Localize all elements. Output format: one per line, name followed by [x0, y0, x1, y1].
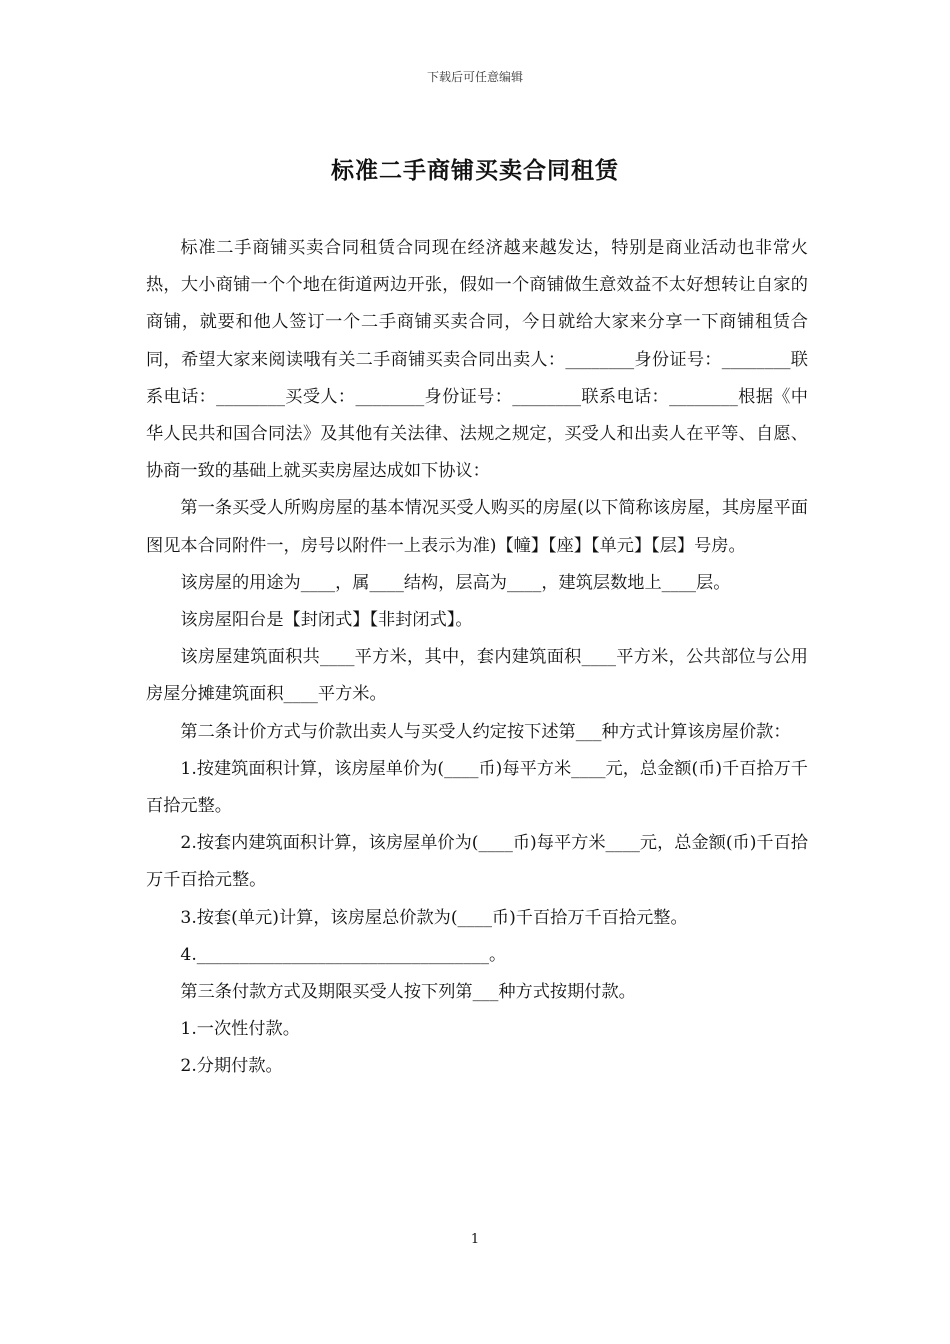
header-note: 下载后可任意编辑	[426, 70, 523, 84]
document-body	[146, 230, 808, 1086]
page-number: 1	[470, 1232, 480, 1247]
paragraph-article-1: 第一条买受人所购房屋的基本情况买受人购买的房屋(以下简称该房屋，其房屋平面图见本合同附件一，房号以附件一上表示为准)【幢】【座】【单元】【层】号房。	[146, 498, 808, 556]
paragraph-price-option-3: 3.按套(单元)计算，该房屋总价款为(____币)千百拾万千百拾元整。	[180, 907, 688, 928]
paragraph-usage: 该房屋的用途为____，属____结构，层高为____，建筑层数地上____层。	[180, 572, 731, 593]
paragraph-balcony: 该房屋阳台是【封闭式】【非封闭式】。	[180, 610, 473, 631]
paragraph-price-option-2: 2.按套内建筑面积计算，该房屋单价为(____币)每平方米____元，总金额(币)千百拾万千百拾元整。	[146, 833, 808, 891]
paragraph-price-option-1: 1.按建筑面积计算，该房屋单价为(____币)每平方米____元，总金额(币)千百拾万千百拾元整。	[146, 758, 808, 817]
paragraph-price-option-4: 4.__________________________________。	[180, 944, 507, 965]
document-title: 标准二手商铺买卖合同租赁	[331, 157, 619, 184]
paragraph-article-3: 第三条付款方式及期限买受人按下列第___种方式按期付款。	[180, 982, 636, 1003]
paragraph-payment-option-1: 1.一次性付款。	[180, 1019, 300, 1040]
paragraph-area: 该房屋建筑面积共____平方米，其中，套内建筑面积____平方米，公共部位与公用房屋分摊建筑面积____平方米。	[146, 647, 808, 705]
paragraph-article-2: 第二条计价方式与价款出卖人与买受人约定按下述第___种方式计算该房屋价款：	[180, 721, 791, 742]
paragraph-payment-option-2: 2.分期付款。	[180, 1056, 283, 1077]
paragraph-intro: 标准二手商铺买卖合同租赁合同现在经济越来越发达，特别是商业活动也非常火热，大小商铺一个个地在街道两边开张，假如一个商铺做生意效益不太好想转让自家的商铺，就要和他人签订一个二手商铺买卖合同，今日就给大家来分享一下商铺租赁合同，希望大家来阅读哦有关二手商铺买卖合同出卖人：________身份证号：________联系电话：________买受人：________身份证号：________联系电话：________根据《中华人民共和国合同法》及其他有关法律、法规之规定，买受人和出卖人在平等、自愿、协商一致的基础上就买卖房屋达成如下协议：	[146, 238, 808, 482]
